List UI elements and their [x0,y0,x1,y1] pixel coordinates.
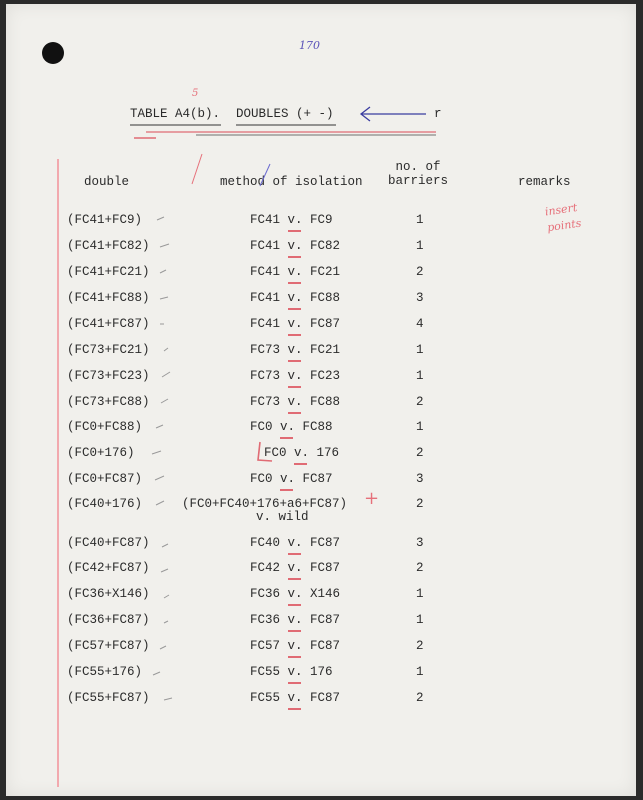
row-barriers: 2 [416,691,424,705]
row-double: (FC41+FC82) [67,239,150,253]
row-barriers: 1 [416,343,424,357]
row-method: FC73 v. FC21 [250,343,341,357]
row-method: FC42 v. FC87 [250,561,341,575]
row-method: FC73 v. FC23 [250,369,341,383]
row-method: (FC0+FC40+176+a6+FC87) [182,497,348,511]
row-barriers: 3 [416,472,424,486]
row-double: (FC41+FC88) [67,291,150,305]
row-barriers: 2 [416,446,424,460]
row-barriers: 1 [416,613,424,627]
blue-slash-mark [260,164,270,186]
row-method: FC0 v. FC87 [250,472,333,486]
arrow-icon [361,107,426,121]
row-method: FC41 v. FC21 [250,265,341,279]
row-barriers: 1 [416,369,424,383]
row-double: (FC55+FC87) [67,691,150,705]
row-method: FC0 v. 176 [264,446,340,460]
row-barriers: 3 [416,536,424,550]
row-double: (FC36+X146) [67,587,150,601]
row-double: (FC0+FC88) [67,420,143,434]
header-barriers: no. of barriers [387,160,448,188]
row-double: (FC73+FC21) [67,343,150,357]
row-barriers: 2 [416,265,424,279]
row-method: FC41 v. FC87 [250,317,341,331]
row-method: FC41 v. FC88 [250,291,341,305]
annotation-plus: + [364,488,380,509]
table-title-doubles: DOUBLES (+ -) [236,107,334,121]
header-double: double [84,175,130,189]
row-double: (FC36+FC87) [67,613,150,627]
row-double: (FC41+FC87) [67,317,150,331]
row-double: (FC57+FC87) [67,639,150,653]
row-double: (FC0+176) [67,446,135,460]
row-method: FC41 v. FC9 [250,213,333,227]
row-double: (FC41+FC21) [67,265,150,279]
row-barriers: 2 [416,395,424,409]
row-barriers: 2 [416,561,424,575]
row-method: FC36 v. X146 [250,587,341,601]
red-slash-mark [192,154,202,184]
row-barriers: 2 [416,497,424,511]
remark-annotation: insert points [544,201,583,235]
header-remarks: remarks [518,175,571,189]
row-double: (FC41+FC9) [67,213,143,227]
handwritten-marks [6,4,636,796]
row-double: (FC73+FC88) [67,395,150,409]
red-l-mark [258,442,272,461]
row-method: FC57 v. FC87 [250,639,341,653]
row-double: (FC55+176) [67,665,143,679]
row-method: FC55 v. 176 [250,665,333,679]
document-page [6,4,636,796]
row-method-continued: v. wild [256,510,309,524]
row-barriers: 3 [416,291,424,305]
row-barriers: 1 [416,213,424,227]
row-double: (FC73+FC23) [67,369,150,383]
row-barriers: 1 [416,587,424,601]
row-method: FC41 v. FC82 [250,239,341,253]
row-method: FC73 v. FC88 [250,395,341,409]
row-method: FC36 v. FC87 [250,613,341,627]
row-barriers: 2 [416,639,424,653]
row-barriers: 1 [416,239,424,253]
annotation-superscript-5: 5 [192,88,199,99]
row-barriers: 1 [416,420,424,434]
row-double: (FC40+FC87) [67,536,150,550]
row-method: FC0 v. FC88 [250,420,333,434]
row-barriers: 1 [416,665,424,679]
row-double: (FC40+176) [67,497,143,511]
table-title: TABLE A4(b). [130,107,221,121]
page-number: 170 [299,39,320,52]
header-method: method of isolation [220,175,363,189]
row-double: (FC0+FC87) [67,472,143,486]
row-double: (FC42+FC87) [67,561,150,575]
table-title-r: r [434,107,442,121]
row-method: FC55 v. FC87 [250,691,341,705]
row-barriers: 4 [416,317,424,331]
row-method: FC40 v. FC87 [250,536,341,550]
